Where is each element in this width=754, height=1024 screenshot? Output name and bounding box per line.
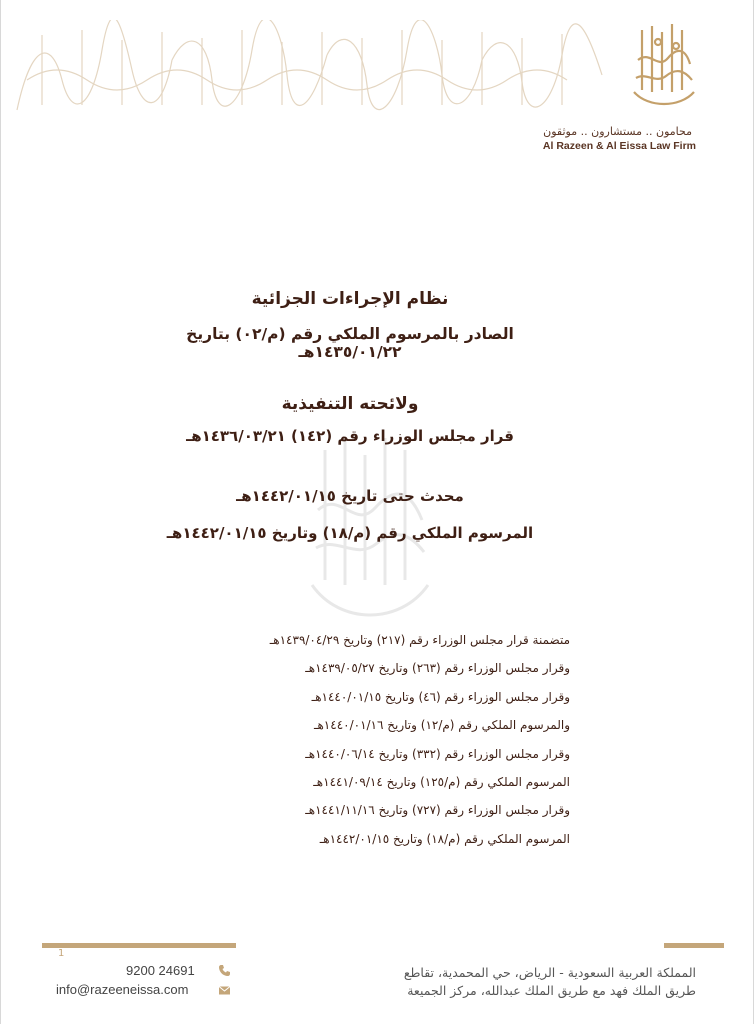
list-item: وقرار مجلس الوزراء رقم (٧٢٧) وتاريخ ١٤٤١/١١/١٦هـ — [305, 803, 570, 818]
document-subtitle: الصادر بالمرسوم الملكي رقم (م/٠٢) بتاريخ ١٤٣٥/٠١/٢٢هـ — [186, 325, 514, 361]
footer-divider-left — [42, 943, 236, 948]
updated-until: محدث حتى تاريخ ١٤٤٢/٠١/١٥هـ — [236, 487, 464, 505]
firm-logo — [628, 20, 700, 112]
firm-tagline-ar: محامون .. مستشارون .. موثقون — [543, 125, 692, 138]
phone-icon — [218, 964, 231, 977]
list-item: المرسوم الملكي رقم (م/١٢٥) وتاريخ ١٤٤١/٠٩/١٤هـ — [313, 774, 570, 789]
document-title: نظام الإجراءات الجزائية — [251, 289, 449, 309]
list-item: وقرار مجلس الوزراء رقم (٤٦) وتاريخ ١٤٤٠/٠١/١٥هـ — [311, 689, 570, 704]
amendments-list — [150, 626, 570, 853]
list-item: والمرسوم الملكي رقم (م/١٢) وتاريخ ١٤٤٠/٠١/١٦هـ — [313, 718, 570, 733]
list-item: متضمنة قرار مجلس الوزراء رقم (٢١٧) وتاريخ ١٤٣٩/٠٤/٢٩هـ — [269, 633, 570, 647]
list-item: وقرار مجلس الوزراء رقم (٢٦٣) وتاريخ ١٤٣٩/٠٥/٢٧هـ — [305, 661, 570, 676]
header-calligraphy-pattern — [12, 20, 612, 115]
list-item: المرسوم الملكي رقم (م/١٨) وتاريخ ١٤٤٢/٠١/١٥هـ — [319, 831, 570, 846]
firm-name-en: Al Razeen & Al Eissa Law Firm — [542, 140, 696, 152]
footer-phone[interactable]: 9200 24691 — [126, 963, 195, 978]
list-item: وقرار مجلس الوزراء رقم (٣٣٢) وتاريخ ١٤٤٠/٠٦/١٤هـ — [305, 746, 570, 761]
page-number: 1 — [58, 948, 65, 959]
latest-decree: المرسوم الملكي رقم (م/١٨) وتاريخ ١٤٤٢/٠١/١٥هـ — [166, 524, 534, 542]
regulation-decision: قرار مجلس الوزراء رقم (١٤٢) ١٤٣٦/٠٣/٢١هـ — [186, 427, 514, 445]
regulation-title: ولائحته التنفيذية — [281, 394, 419, 414]
mail-icon — [218, 984, 231, 997]
footer-address-line1: المملكة العربية السعودية - الرياض، حي المحمدية، تقاطع — [403, 965, 696, 980]
footer-email[interactable]: info@razeeneissa.com — [56, 982, 189, 997]
footer-divider-right — [664, 943, 724, 948]
footer-address-line2: طريق الملك فهد مع طريق الملك عبدالله، مركز الجميعة — [407, 983, 696, 998]
